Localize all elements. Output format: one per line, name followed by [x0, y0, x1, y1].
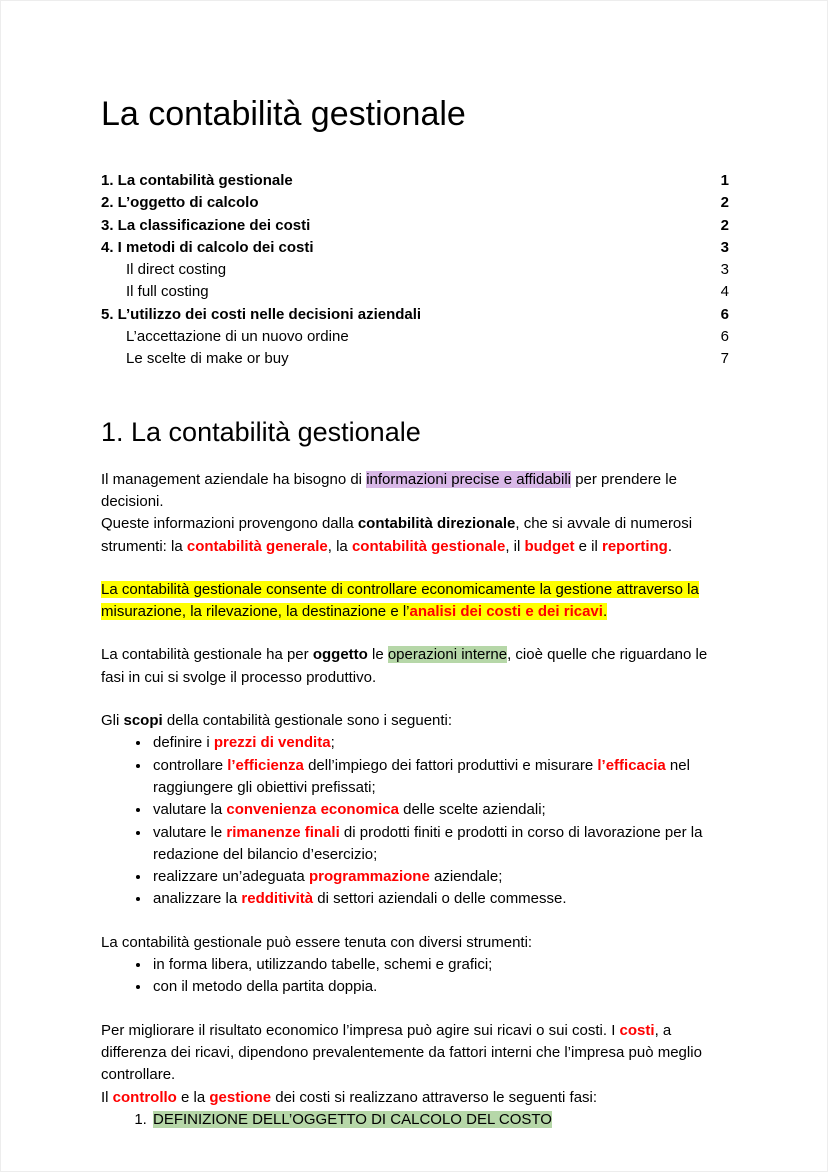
toc-item-page[interactable]: 1 — [720, 172, 729, 189]
list-item: • con il metodo della partita doppia. — [151, 976, 729, 998]
list-item: • realizzare un’adeguata programmazione aziendale; — [151, 866, 729, 888]
toc-item-label[interactable]: Le scelte di make or buy — [126, 350, 289, 368]
toc-item-label[interactable]: 5. L’utilizzo dei costi nelle decisioni aziendali — [101, 305, 422, 323]
toc-item[interactable] — [101, 281, 729, 303]
paragraph-tools-intro: La contabilità gestionale può essere tenuta con diversi strumenti: — [101, 933, 533, 951]
paragraph-phases-intro: Il controllo e la gestione dei costi si realizzano attraverso le seguenti fasi: — [101, 1088, 598, 1106]
toc-item[interactable] — [101, 304, 729, 326]
paragraph-information-sources: Queste informazioni provengono dalla contabilità direzionale, che si avvale di numerosi strumenti: la contabilità generale, la contabilità gestionale, il budget e il reporting. — [101, 515, 693, 555]
toc-item-label[interactable]: Il full costing — [126, 283, 209, 301]
toc-item-label[interactable]: 1. La contabilità gestionale — [101, 172, 293, 189]
toc-item[interactable] — [101, 326, 729, 348]
list-item: • in forma libera, utilizzando tabelle, schemi e grafici; — [151, 954, 729, 976]
toc-item-page[interactable]: 6 — [720, 328, 729, 346]
list-item: • analizzare la redditività di settori aziendali o delle commesse. — [151, 888, 729, 910]
paragraph-costs: Per migliorare il risultato economico l’impresa può agire sui ricavi o sui costi. I costi, a differenza dei ricavi, dipendono prevalentemente da fattori interni che l’impresa può meglio controllare. — [101, 1021, 702, 1084]
toc-item-label[interactable]: 4. I metodi di calcolo dei costi — [101, 238, 314, 256]
list-item: • controllare l’efficienza dell’impiego dei fattori produttivi e misurare l’efficacia nel raggiungere gli obiettivi prefissati; — [151, 755, 729, 800]
paragraph-object: La contabilità gestionale ha per oggetto le operazioni interne, cioè quelle che riguardano le fasi in cui si svolge il processo produttivo. — [101, 646, 708, 686]
toc-item[interactable] — [101, 192, 729, 214]
scopes-list — [101, 732, 729, 910]
toc-item-page[interactable]: 4 — [720, 283, 729, 301]
document-title: La contabilità gestionale — [101, 95, 466, 133]
toc-item[interactable] — [101, 170, 729, 192]
table-of-contents — [101, 170, 729, 371]
list-item: • valutare la convenienza economica delle scelte aziendali; — [151, 799, 729, 821]
list-item: • definire i prezzi di vendita; — [151, 732, 729, 754]
list-item: 1. DEFINIZIONE DELL’OGGETTO DI CALCOLO DEL COSTO — [151, 1109, 729, 1131]
list-item: • valutare le rimanenze finali di prodotti finiti e prodotti in corso di lavorazione per la redazione del bilancio d’esercizio; — [151, 822, 729, 867]
toc-item-page[interactable]: 2 — [720, 194, 729, 212]
toc-item-label[interactable]: 3. La classificazione dei costi — [101, 216, 311, 234]
toc-item-label[interactable]: 2. L’oggetto di calcolo — [101, 194, 259, 212]
paragraph-management-intro: Il management aziendale ha bisogno di informazioni precise e affidabili per prendere le decisioni. — [101, 470, 677, 510]
phases-list — [101, 1109, 729, 1131]
toc-item-label[interactable]: L’accettazione di un nuovo ordine — [126, 328, 349, 346]
tools-list — [101, 954, 729, 999]
toc-item[interactable] — [101, 348, 729, 370]
paragraph-definition-highlighted: La contabilità gestionale consente di controllare economicamente la gestione attraverso la misurazione, la rilevazione, la destinazione e l’analisi dei costi e dei ricavi. — [101, 580, 699, 621]
section-heading: 1. La contabilità gestionale — [101, 416, 421, 447]
toc-item-page[interactable]: 3 — [720, 238, 729, 256]
toc-item-page[interactable]: 2 — [720, 216, 729, 234]
toc-item-label[interactable]: Il direct costing — [126, 261, 227, 279]
toc-item[interactable] — [101, 237, 729, 259]
toc-item[interactable] — [101, 259, 729, 281]
toc-item[interactable] — [101, 215, 729, 237]
toc-item-page[interactable]: 3 — [720, 261, 729, 279]
toc-item-page[interactable]: 6 — [720, 305, 729, 323]
paragraph-scopes-intro: Gli scopi della contabilità gestionale sono i seguenti: — [101, 712, 453, 730]
toc-item-page[interactable]: 7 — [720, 350, 729, 368]
